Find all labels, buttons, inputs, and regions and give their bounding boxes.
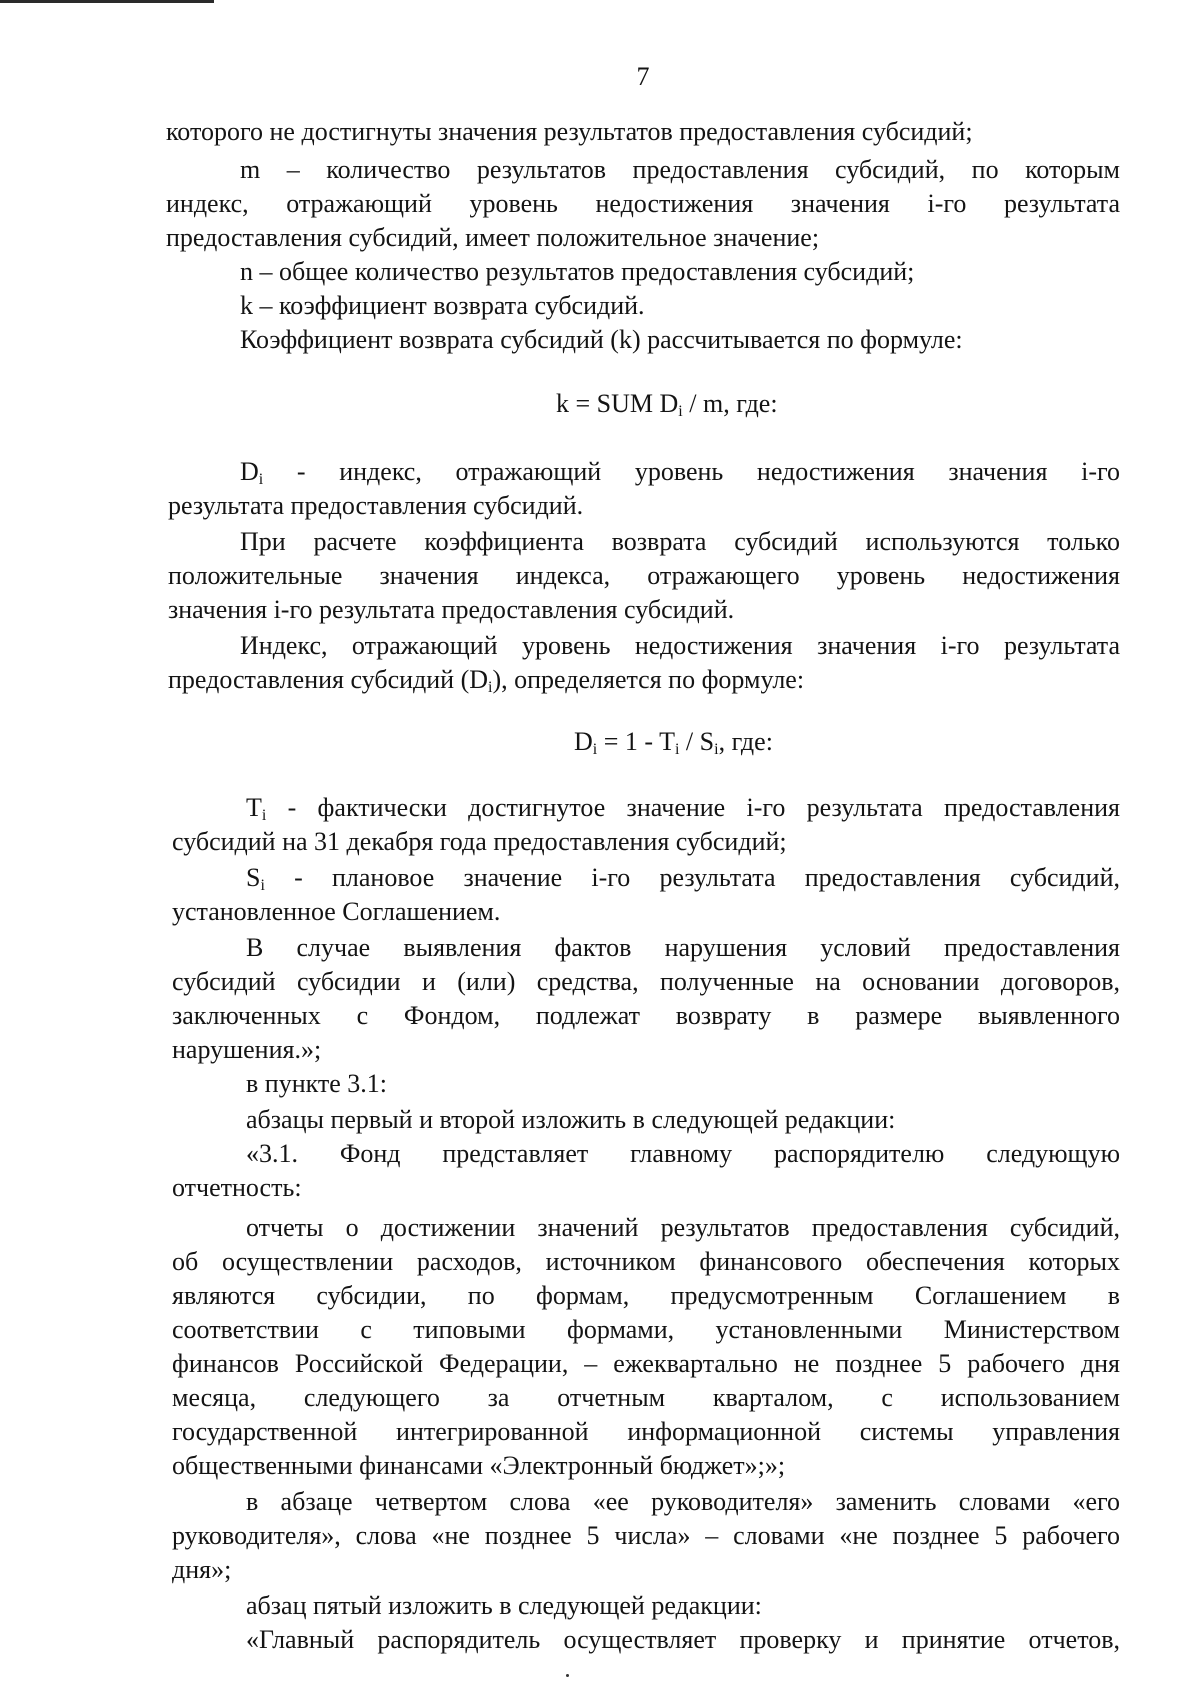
text-line-c12: соответствии с типовыми формами, установленными Министерством bbox=[172, 1315, 1120, 1344]
ti-definition-line2: субсидий на 31 декабря года предоставления субсидий; bbox=[172, 827, 787, 856]
di-definition-line2: результата предоставления субсидий. bbox=[168, 491, 584, 520]
ti-definition-text: - фактически достигнутое значение i-го результата предоставления bbox=[266, 793, 1120, 822]
text-line-a7: Коэффициент возврата субсидий (k) рассчитывается по формуле: bbox=[240, 325, 963, 354]
di-symbol-subscript: i bbox=[258, 471, 264, 488]
si-definition-line1 bbox=[246, 862, 1120, 894]
text-line-c20: абзац пятый изложить в следующей редакции: bbox=[246, 1591, 762, 1620]
text-line-c17: в абзаце четвертом слова «ее руководителя» заменить словами «его bbox=[246, 1487, 1120, 1516]
formula-k-subscript: i bbox=[678, 403, 683, 420]
text-line-c15: государственной интегрированной информационной системы управления bbox=[172, 1417, 1120, 1446]
text-line-c9: отчеты о достижении значений результатов предоставления субсидий, bbox=[246, 1213, 1120, 1242]
text-line-a4: предоставления субсидий, имеет положительное значение; bbox=[166, 223, 820, 252]
text-line-c16: общественными финансами «Электронный бюджет»;»; bbox=[172, 1451, 786, 1480]
text-line-c8: отчетность: bbox=[172, 1173, 302, 1202]
text-line-b2: положительные значения индекса, отражающего уровень недостижения bbox=[168, 561, 1120, 590]
text-line-c5: в пункте 3.1: bbox=[246, 1069, 388, 1098]
text-line-c21: «Главный распорядитель осуществляет проверку и принятие отчетов, bbox=[246, 1625, 1120, 1654]
text-line-b3: значения i-го результата предоставления субсидий. bbox=[168, 595, 735, 624]
ti-definition-line1 bbox=[246, 792, 1120, 824]
text-line-b5-subscript: i bbox=[488, 679, 493, 696]
top-edge-rule bbox=[0, 0, 214, 3]
ti-symbol: T bbox=[246, 793, 262, 822]
text-line-b5-before: предоставления субсидий (D bbox=[168, 665, 489, 694]
si-symbol-subscript: i bbox=[260, 877, 265, 894]
di-symbol: D bbox=[240, 457, 259, 486]
scan-speck bbox=[566, 1674, 569, 1677]
si-definition-line2: установленное Соглашением. bbox=[172, 897, 501, 926]
formula-k-prefix: k = SUM D bbox=[556, 389, 679, 418]
text-line-a2: m – количество результатов предоставления субсидий, по которым bbox=[240, 155, 1120, 184]
formula-d bbox=[574, 726, 773, 758]
text-line-c14: месяца, следующего за отчетным кварталом, с использованием bbox=[172, 1383, 1120, 1412]
formula-d-subscript-d: i bbox=[592, 741, 598, 758]
formula-d-symbol: D bbox=[574, 727, 593, 756]
text-line-c11: являются субсидии, по формам, предусмотренным Соглашением в bbox=[172, 1281, 1120, 1310]
formula-d-subscript-s: i bbox=[714, 741, 719, 758]
text-line-a5: n – общее количество результатов предоставления субсидий; bbox=[240, 257, 915, 286]
text-line-c18: руководителя», слова «не позднее 5 числа» – словами «не позднее 5 рабочего bbox=[172, 1521, 1120, 1550]
text-line-b1: При расчете коэффициента возврата субсидий используются только bbox=[240, 527, 1120, 556]
di-definition-text: - индекс, отражающий уровень недостижения значения i-го bbox=[263, 457, 1120, 486]
text-line-c4: нарушения.»; bbox=[172, 1035, 322, 1064]
text-line-c13: финансов Российской Федерации, – ежеквартально не позднее 5 рабочего дня bbox=[172, 1349, 1120, 1378]
text-line-c3: заключенных с Фондом, подлежат возврату в размере выявленного bbox=[172, 1001, 1120, 1030]
formula-d-tail: , где: bbox=[718, 727, 773, 756]
si-symbol: S bbox=[246, 863, 261, 892]
formula-d-middle: = 1 - T bbox=[597, 727, 675, 756]
text-line-a1: которого не достигнуты значения результатов предоставления субсидий; bbox=[166, 117, 973, 146]
si-definition-text: - плановое значение i-го результата предоставления субсидий, bbox=[264, 863, 1120, 892]
page-number: 7 bbox=[636, 62, 650, 91]
text-line-c2: субсидий субсидии и (или) средства, полученные на основании договоров, bbox=[172, 967, 1120, 996]
di-definition-line1 bbox=[240, 456, 1120, 488]
text-line-b5-after: ), определяется по формуле: bbox=[492, 665, 805, 694]
text-line-c7: «3.1. Фонд представляет главному распорядителю следующую bbox=[246, 1139, 1120, 1168]
text-line-a6: k – коэффициент возврата субсидий. bbox=[240, 291, 645, 320]
text-line-c19: дня»; bbox=[172, 1555, 232, 1584]
text-line-b5 bbox=[168, 664, 804, 696]
text-line-c1: В случае выявления фактов нарушения условий предоставления bbox=[246, 933, 1120, 962]
text-line-b4: Индекс, отражающий уровень недостижения значения i-го результата bbox=[240, 631, 1120, 660]
formula-k-suffix: / m, где: bbox=[682, 389, 778, 418]
formula-d-subscript-t: i bbox=[674, 741, 680, 758]
formula-k bbox=[556, 388, 778, 420]
text-line-c10: об осуществлении расходов, источником финансового обеспечения которых bbox=[172, 1247, 1120, 1276]
text-line-c6: абзацы первый и второй изложить в следующей редакции: bbox=[246, 1105, 896, 1134]
formula-d-slash: / S bbox=[679, 727, 715, 756]
text-line-a3: индекс, отражающий уровень недостижения значения i-го результата bbox=[166, 189, 1120, 218]
ti-symbol-subscript: i bbox=[261, 807, 267, 824]
